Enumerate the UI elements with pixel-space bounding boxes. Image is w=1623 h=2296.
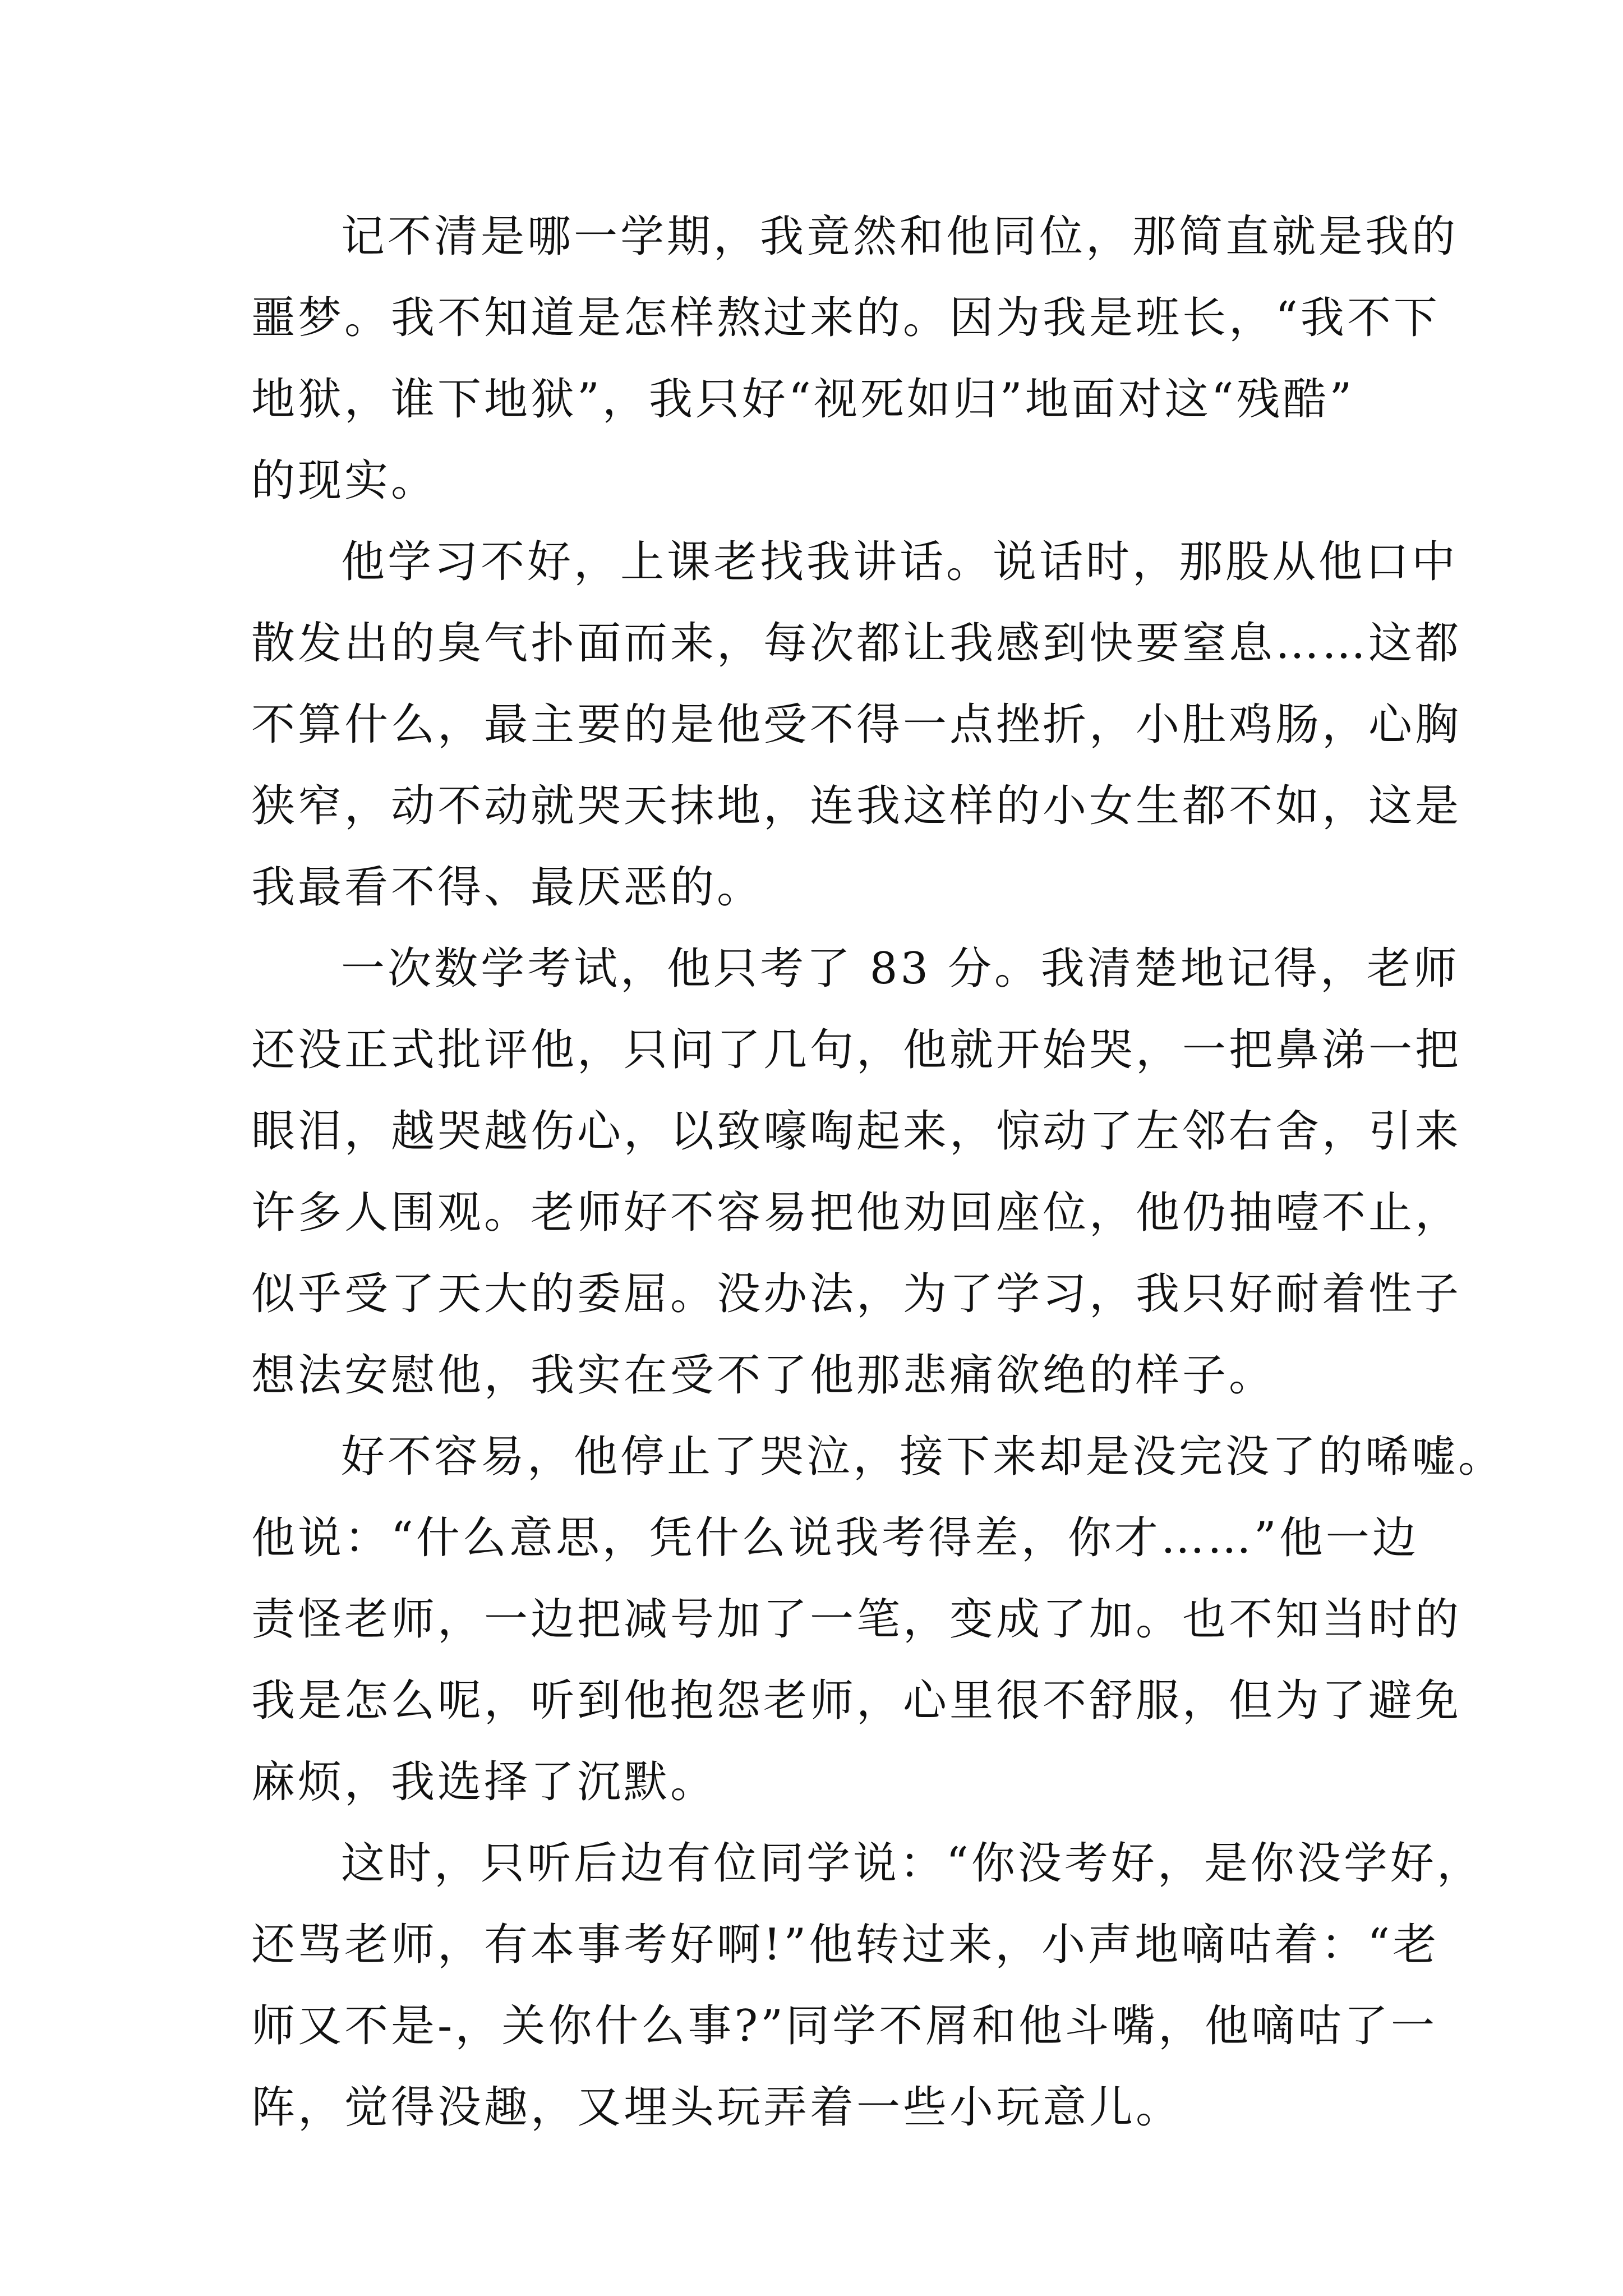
text-line: 地狱，谁下地狱”，我只好“视死如归”地面对这“残酷”	[251, 374, 1355, 425]
text-line: 他说：“什么意思，凭什么说我考得差，你才……”他一边	[251, 1513, 1419, 1563]
text-line: 还骂老师，有本事考好啊!”他转过来，小声地嘀咕着：“老	[251, 1920, 1440, 1970]
text-line: 一次数学考试，他只考了 83 分。我清楚地记得，老师	[341, 944, 1460, 994]
text-line: 责怪老师，一边把减号加了一笔，变成了加。也不知当时的	[251, 1594, 1462, 1645]
text-line: 麻烦，我选择了沉默。	[251, 1757, 717, 1807]
text-line: 阵，觉得没趣，又埋头玩弄着一些小玩意儿。	[251, 2082, 1183, 2133]
text-line: 想法安慰他，我实在受不了他那悲痛欲绝的样子。	[251, 1350, 1276, 1401]
text-line: 还没正式批评他，只问了几句，他就开始哭，一把鼻涕一把	[251, 1025, 1462, 1075]
text-line: 师又不是-，关你什么事?”同学不屑和他斗嘴，他嘀咕了一	[251, 2001, 1438, 2051]
text-line: 这时，只听后边有位同学说：“你没考好，是你没学好，	[341, 1838, 1483, 1889]
text-line: 他学习不好，上课老找我讲话。说话时，那股从他口中	[341, 537, 1459, 587]
text-line: 我最看不得、最厌恶的。	[251, 862, 764, 913]
text-line: 眼泪，越哭越伤心，以致嚎啕起来，惊动了左邻右舍，引来	[251, 1106, 1462, 1157]
text-line: 的现实。	[251, 455, 438, 506]
text-line: 许多人围观。老师好不容易把他劝回座位，他仍抽噎不止，	[251, 1188, 1462, 1238]
text-line: 我是怎么呢，听到他抱怨老师，心里很不舒服，但为了避免	[251, 1676, 1462, 1726]
text-line: 狭窄，动不动就哭天抹地，连我这样的小女生都不如，这是	[251, 781, 1462, 831]
text-line: 似乎受了天大的委屈。没办法，为了学习，我只好耐着性子	[251, 1269, 1462, 1319]
document-body	[251, 196, 1505, 2148]
text-line: 散发出的臭气扑面而来，每次都让我感到快要窒息……这都	[251, 618, 1462, 669]
text-line: 不算什么，最主要的是他受不得一点挫折，小肚鸡肠，心胸	[251, 700, 1462, 750]
text-line: 好不容易，他停止了哭泣，接下来却是没完没了的唏嘘。	[341, 1432, 1505, 1482]
text-line: 记不清是哪一学期，我竟然和他同位，那简直就是我的	[341, 211, 1459, 262]
text-line: 噩梦。我不知道是怎样熬过来的。因为我是班长，“我不下	[251, 293, 1440, 343]
